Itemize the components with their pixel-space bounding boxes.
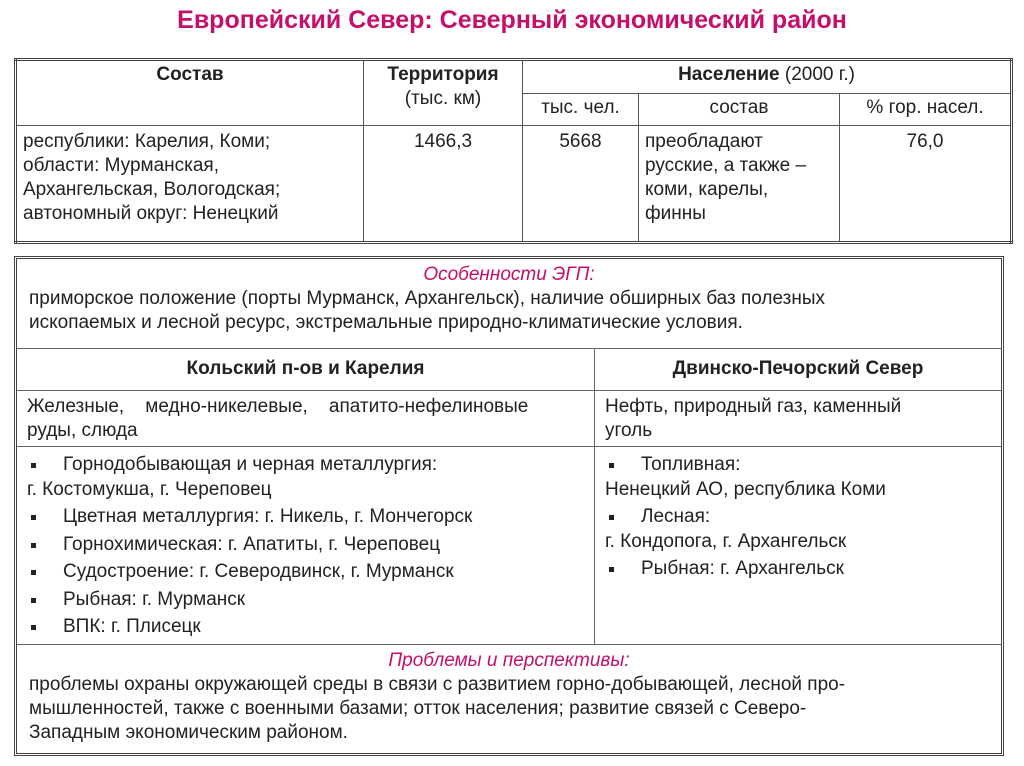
list-item: Горнохимическая: г. Апатиты, г. Череповец: [27, 533, 584, 558]
problems-section: [17, 645, 1001, 753]
header-pop-composition: состав: [639, 94, 840, 126]
list-item: Горнодобывающая и черная металлургия:: [27, 453, 584, 478]
industries-dvina: [595, 447, 1001, 644]
egp-heading: Особенности ЭГП:: [423, 264, 595, 285]
egp-line: ископаемых и лесной ресурс, экстремальные природно-климатические условия.: [29, 312, 743, 333]
problems-line: мышленностей, также с военными базами; отток населения; развитие связей с Северо-: [29, 698, 807, 719]
cell-urban: 76,0: [840, 126, 1012, 243]
header-territory: Территория (тыс. км): [364, 60, 523, 126]
list-item-cities: г. Кондопога, г. Архангельск: [605, 530, 847, 552]
region-header-dvina: Двинско-Печорский Север: [672, 358, 924, 379]
cell-territory: 1466,3: [364, 126, 523, 243]
cell-composition: преобладают русские, а также – коми, карелы, финны: [639, 126, 840, 243]
list-item: Цветная металлургия: г. Никель, г. Мончегорск: [27, 505, 584, 530]
list-item: Топливная:: [605, 453, 991, 478]
region-header-row: [17, 349, 1001, 391]
list-item: Судостроение: г. Северодвинск, г. Мурманск: [27, 560, 584, 585]
cell-sostav: республики: Карелия, Коми; области: Мурманская, Архангельская, Вологодская; автономный округ: Ненецкий: [16, 126, 364, 243]
header-pop-thousand: тыс. чел.: [523, 94, 639, 126]
header-population: Население (2000 г.): [523, 60, 1012, 94]
problems-line: Западным экономическим районом.: [29, 722, 348, 743]
page-title: Европейский Север: Северный экономический район: [177, 6, 847, 34]
industries-kola: [17, 447, 595, 644]
cell-pop-thousand: 5668: [523, 126, 639, 243]
list-item: ВПК: г. Плисецк: [27, 615, 584, 640]
problems-heading: Проблемы и перспективы:: [388, 650, 630, 671]
economy-table: [14, 256, 1004, 756]
industries-row: [17, 447, 1001, 645]
region-header-kola: Кольский п-ов и Карелия: [17, 349, 595, 390]
resources-row: [17, 391, 1001, 447]
header-pop-urban: % гор. насел.: [840, 94, 1012, 126]
list-item: Рыбная: г. Мурманск: [27, 588, 584, 613]
problems-line: проблемы охраны окружающей среды в связи с развитием горно-добывающей, лесной про-: [29, 674, 846, 695]
composition-table: [14, 58, 1013, 244]
egp-section: [17, 259, 1001, 349]
egp-line: приморское положение (порты Мурманск, Архангельск), наличие обширных баз полезных: [29, 288, 826, 309]
resources-dvina: Нефть, природный газ, каменный уголь: [605, 396, 902, 441]
list-item-cities: Ненецкий АО, республика Коми: [605, 478, 886, 500]
list-item-cities: г. Костомукша, г. Череповец: [27, 478, 272, 500]
list-item: Рыбная: г. Архангельск: [605, 557, 991, 582]
list-item: Лесная:: [605, 505, 991, 530]
header-sostav: Состав: [16, 60, 364, 126]
resources-kola: Железные, медно-никелевые, апатито-нефелиновые руды, слюда: [17, 391, 595, 446]
